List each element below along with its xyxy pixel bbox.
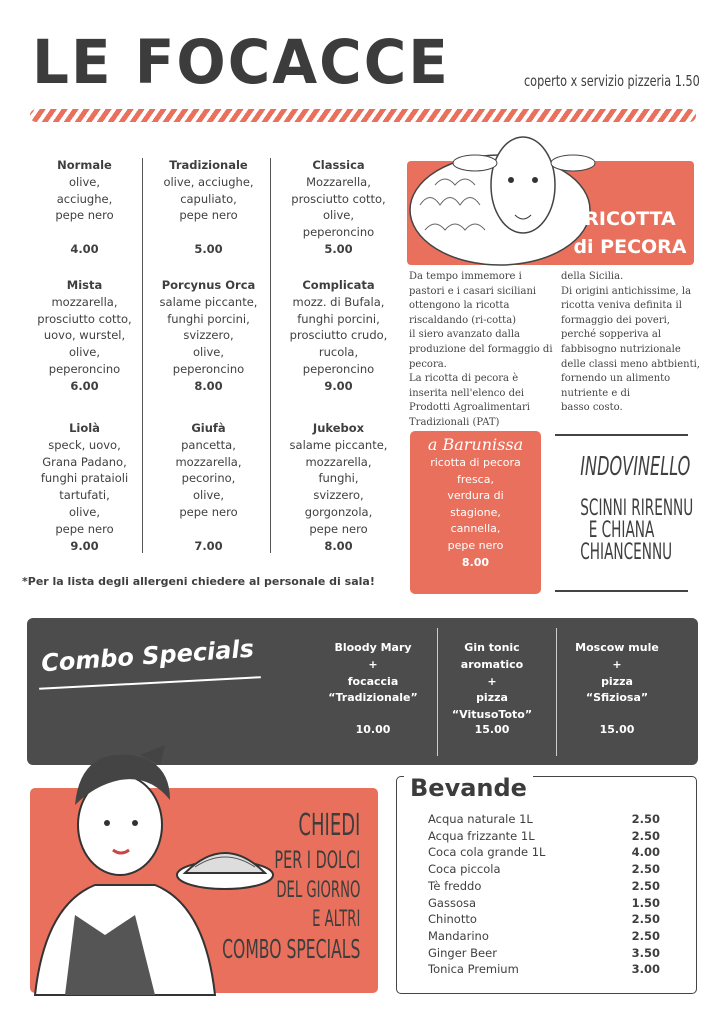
focaccia-ingredient: prosciutto cotto, <box>37 311 132 326</box>
drink-price: 2.50 <box>631 862 660 877</box>
focaccia-ingredient: Mozzarella, <box>306 174 371 189</box>
drink-row <box>428 829 660 843</box>
combo-item-line: + <box>368 657 378 671</box>
ricotta-text-line: il siero avanzato dalla <box>409 329 520 341</box>
ricotta-text-line: nutriente e di <box>561 387 631 399</box>
combo-item <box>313 640 433 707</box>
combo-item-line: Moscow mule <box>575 641 659 654</box>
drink-price: 2.50 <box>631 928 660 943</box>
drink-name: Ginger Beer <box>428 945 497 960</box>
focaccia-ingredient: mozz. di Bufala, <box>292 294 385 309</box>
focaccia-item <box>22 277 147 395</box>
drink-name: Tè freddo <box>428 878 482 893</box>
drink-name: Acqua frizzante 1L <box>428 828 535 843</box>
focaccia-ingredient: salame piccante, <box>159 294 258 309</box>
ricotta-text-line: perché sopperiva al <box>561 329 662 341</box>
combo-item-line: “Sfiziosa” <box>585 691 649 705</box>
focaccia-name: Tradizionale <box>169 158 248 172</box>
focaccia-ingredient: peperoncino <box>172 361 245 376</box>
focaccia-price: 8.00 <box>324 538 353 553</box>
allergen-note: *Per la lista degli allergeni chiedere al personale di sala! <box>22 575 375 588</box>
combo-item-line: pizza <box>476 691 508 705</box>
barunissa-ingredient: ricotta di pecora <box>430 456 521 469</box>
drink-name: Gassosa <box>428 895 477 910</box>
barunissa-ingredient: pepe nero <box>447 538 504 552</box>
focaccia-price: 4.00 <box>70 241 99 256</box>
focaccia-name: Giufà <box>191 421 226 435</box>
barunissa-ingredients <box>410 455 541 554</box>
focaccia-ingredient: pecorino, <box>181 471 236 486</box>
focaccia-price: 6.00 <box>70 378 99 393</box>
drink-row <box>428 845 660 859</box>
focaccia-ingredient: olive, <box>69 504 100 519</box>
barunissa-card <box>410 431 541 594</box>
ricotta-text-right <box>561 270 700 416</box>
barunissa-ingredient: fresca, <box>457 472 494 486</box>
ricotta-text-line: delle classi meno abtbienti, <box>561 358 700 370</box>
drink-price: 1.50 <box>631 895 660 910</box>
focaccia-ingredient: capuliato, <box>180 191 237 206</box>
ricotta-title-line: di PECORA <box>573 236 687 258</box>
focaccia-ingredient: rucola, <box>318 345 359 360</box>
drink-row <box>428 879 660 893</box>
ricotta-text-line: formaggio dei poveri, <box>561 314 670 326</box>
focaccia-name: Liolà <box>69 421 100 435</box>
focaccia-ingredient: tartufati, <box>59 488 110 503</box>
barunissa-title: a Barunissa <box>427 435 524 454</box>
combo-item-line: “Tradizionale” <box>328 691 418 705</box>
focaccia-item <box>22 420 147 554</box>
focaccia-name: Classica <box>312 158 365 172</box>
combo-underline <box>39 676 261 690</box>
focaccia-ingredient: speck, uovo, <box>48 437 121 452</box>
focaccia-name: Jukebox <box>312 421 365 435</box>
drink-name: Coca cola grande 1L <box>428 845 546 860</box>
focaccia-ingredient: svizzero, <box>313 488 364 503</box>
menu-title: LE FOCACCE <box>32 26 450 98</box>
focaccia-ingredient: pepe nero <box>55 521 114 536</box>
focaccia-ingredient: mozzarella, <box>175 454 242 469</box>
focaccia-price: 9.00 <box>324 378 353 393</box>
ricotta-text-line: della Sicilia. <box>561 271 624 282</box>
focaccia-ingredient: olive, <box>323 208 354 223</box>
focaccia-name: Complicata <box>302 278 375 292</box>
ricotta-text-line: fornendo un alimento <box>561 373 671 385</box>
focaccia-ingredient: svizzero, <box>183 328 234 343</box>
focaccia-item <box>22 157 147 258</box>
ricotta-title <box>565 205 695 261</box>
ricotta-text-line: pastori e i casari siciliani <box>409 285 537 297</box>
barunissa-ingredient: stagione, <box>450 505 501 519</box>
focaccia-ingredient: pepe nero <box>309 521 368 536</box>
focaccia-item <box>276 420 401 554</box>
drink-price: 3.50 <box>631 945 660 960</box>
indovinello-title: INDOVINELLO <box>580 452 691 482</box>
ricotta-text-line: basso costo. <box>561 402 623 414</box>
ricotta-text-line: pecora. <box>409 358 447 370</box>
drink-row <box>428 896 660 910</box>
riddle-line: CHIANCENNU <box>580 540 673 565</box>
focaccia-name: Normale <box>57 158 112 172</box>
drink-row <box>428 929 660 943</box>
focaccia-item <box>276 277 401 395</box>
focaccia-ingredient: funghi, <box>318 471 359 486</box>
ricotta-text-line: inserita nell'elenco dei <box>409 387 525 399</box>
ricotta-text-line: riscaldando (ri-cotta) <box>409 314 517 326</box>
focaccia-ingredient: olive, <box>193 488 224 503</box>
drink-price: 2.50 <box>631 828 660 843</box>
focaccia-ingredient: Grana Padano, <box>42 454 127 469</box>
bevande-title: Bevande <box>404 774 533 802</box>
combo-item-line: Bloody Mary <box>334 641 412 654</box>
focaccia-ingredient: olive, <box>193 345 224 360</box>
focaccia-ingredient: pancetta, <box>181 437 236 452</box>
dolci-line: E ALTRI <box>311 906 360 932</box>
focaccia-ingredient: peperoncino <box>302 361 375 376</box>
dolci-line: CHIEDI <box>298 808 360 843</box>
ricotta-text-line: La ricotta di pecora è <box>409 373 519 385</box>
focaccia-ingredient: pepe nero <box>179 208 238 223</box>
dolci-line: PER I DOLCI <box>274 845 360 874</box>
focaccia-ingredient <box>146 521 271 538</box>
riddle-line: SCINNI RIRENNU <box>580 496 694 521</box>
drink-name: Chinotto <box>428 912 477 927</box>
combo-item-line: + <box>612 657 622 671</box>
indovinello-box <box>555 434 694 592</box>
focaccia-ingredient: mozzarella, <box>51 294 118 309</box>
ricotta-text-line: Tradizionali (PAT) <box>409 416 500 428</box>
focaccia-ingredient: olive, <box>69 345 100 360</box>
ricotta-text-line: produzione del formaggio di <box>409 343 553 355</box>
combo-item-line: + <box>487 674 497 688</box>
drink-price: 4.00 <box>631 845 660 860</box>
focaccia-item <box>146 277 271 395</box>
focaccia-ingredient: funghi porcini, <box>167 311 250 326</box>
focaccia-ingredient: olive, <box>69 174 100 189</box>
column-divider <box>142 158 143 553</box>
pinup-woman-illustration <box>15 745 275 1000</box>
focaccia-ingredient: olive, acciughe, <box>163 174 254 189</box>
column-divider <box>270 158 271 553</box>
ricotta-title-line: RICOTTA <box>584 208 676 230</box>
focaccia-ingredient: prosciutto crudo, <box>289 328 388 343</box>
ricotta-text-line: ottengono la ricotta <box>409 300 510 312</box>
drink-row <box>428 862 660 876</box>
dolci-line: COMBO SPECIALS <box>221 934 360 965</box>
drink-name: Acqua naturale 1L <box>428 812 533 826</box>
focaccia-name: Mista <box>66 278 103 292</box>
focaccia-ingredient: peperoncino <box>48 361 121 376</box>
combo-item-line: Gin tonic <box>464 641 520 654</box>
focaccia-price: 5.00 <box>194 241 223 256</box>
drink-price: 2.50 <box>631 878 660 893</box>
focaccia-ingredient: salame piccante, <box>289 437 388 452</box>
combo-item <box>432 640 552 724</box>
focaccia-ingredient: funghi porcini, <box>297 311 380 326</box>
combo-item-line: pizza <box>601 674 633 688</box>
barunissa-ingredient: verdura di <box>447 489 504 502</box>
combo-item-line: focaccia <box>347 674 399 688</box>
drink-price: 2.50 <box>631 912 660 927</box>
combo-price: 15.00 <box>474 723 510 736</box>
focaccia-ingredient <box>146 224 271 241</box>
focaccia-price: 8.00 <box>194 378 223 393</box>
focaccia-name: Porcynus Orca <box>161 278 256 292</box>
focaccia-ingredient: funghi prataioli <box>40 471 129 486</box>
riddle-line: E CHIANA <box>588 518 655 543</box>
focaccia-ingredient: uovo, wurstel, <box>43 328 126 343</box>
barunissa-price: 8.00 <box>461 556 490 569</box>
ricotta-text-line: Prodotti Agroalimentari <box>409 402 530 414</box>
striped-divider <box>30 109 696 122</box>
focaccia-ingredient: pepe nero <box>55 208 114 223</box>
combo-price: 10.00 <box>355 723 391 736</box>
ricotta-text-line: fabbisogno nutrizionale <box>561 343 681 355</box>
drink-row <box>428 962 660 976</box>
focaccia-item <box>276 157 401 258</box>
focaccia-ingredient: peperoncino <box>302 225 375 240</box>
combo-item-line: aromatico <box>460 657 524 671</box>
drink-name: Coca piccola <box>428 862 501 877</box>
cover-charge: coperto x servizio pizzeria 1.50 <box>524 72 700 90</box>
combo-price: 15.00 <box>599 723 635 736</box>
focaccia-price: 5.00 <box>324 241 353 256</box>
drink-row <box>428 946 660 960</box>
drink-price: 3.00 <box>631 962 660 977</box>
focaccia-ingredient: prosciutto cotto, <box>291 191 386 206</box>
combo-specials-panel <box>27 618 698 765</box>
focaccia-item <box>146 157 271 258</box>
focaccia-item <box>146 420 271 554</box>
barunissa-ingredient: cannella, <box>450 522 501 535</box>
focaccia-price: 7.00 <box>194 538 223 553</box>
drink-row <box>428 912 660 926</box>
drink-name: Mandarino <box>428 928 489 943</box>
ricotta-text-left <box>409 270 553 431</box>
ricotta-text-line: Da tempo immemore i <box>409 271 522 282</box>
drink-row <box>428 812 660 826</box>
focaccia-ingredient: mozzarella, <box>305 454 372 469</box>
ricotta-text-line: ricotta veniva definita il <box>561 300 682 312</box>
focaccia-ingredient: acciughe, <box>56 191 113 206</box>
drink-name: Tonica Premium <box>428 962 519 977</box>
combo-title: Combo Specials <box>40 634 255 678</box>
indovinello-riddle <box>580 496 694 565</box>
ricotta-text-line: Di origini antichissime, la <box>561 285 692 297</box>
combo-item <box>557 640 677 707</box>
dolci-line: DEL GIORNO <box>275 877 360 903</box>
focaccia-ingredient <box>22 224 147 241</box>
combo-item-line: “VitusoToto” <box>451 708 533 722</box>
focaccia-ingredient: gorgonzola, <box>304 504 373 519</box>
focaccia-ingredient: pepe nero <box>179 504 238 519</box>
focaccia-price: 9.00 <box>70 538 99 553</box>
drink-price: 2.50 <box>631 812 660 826</box>
